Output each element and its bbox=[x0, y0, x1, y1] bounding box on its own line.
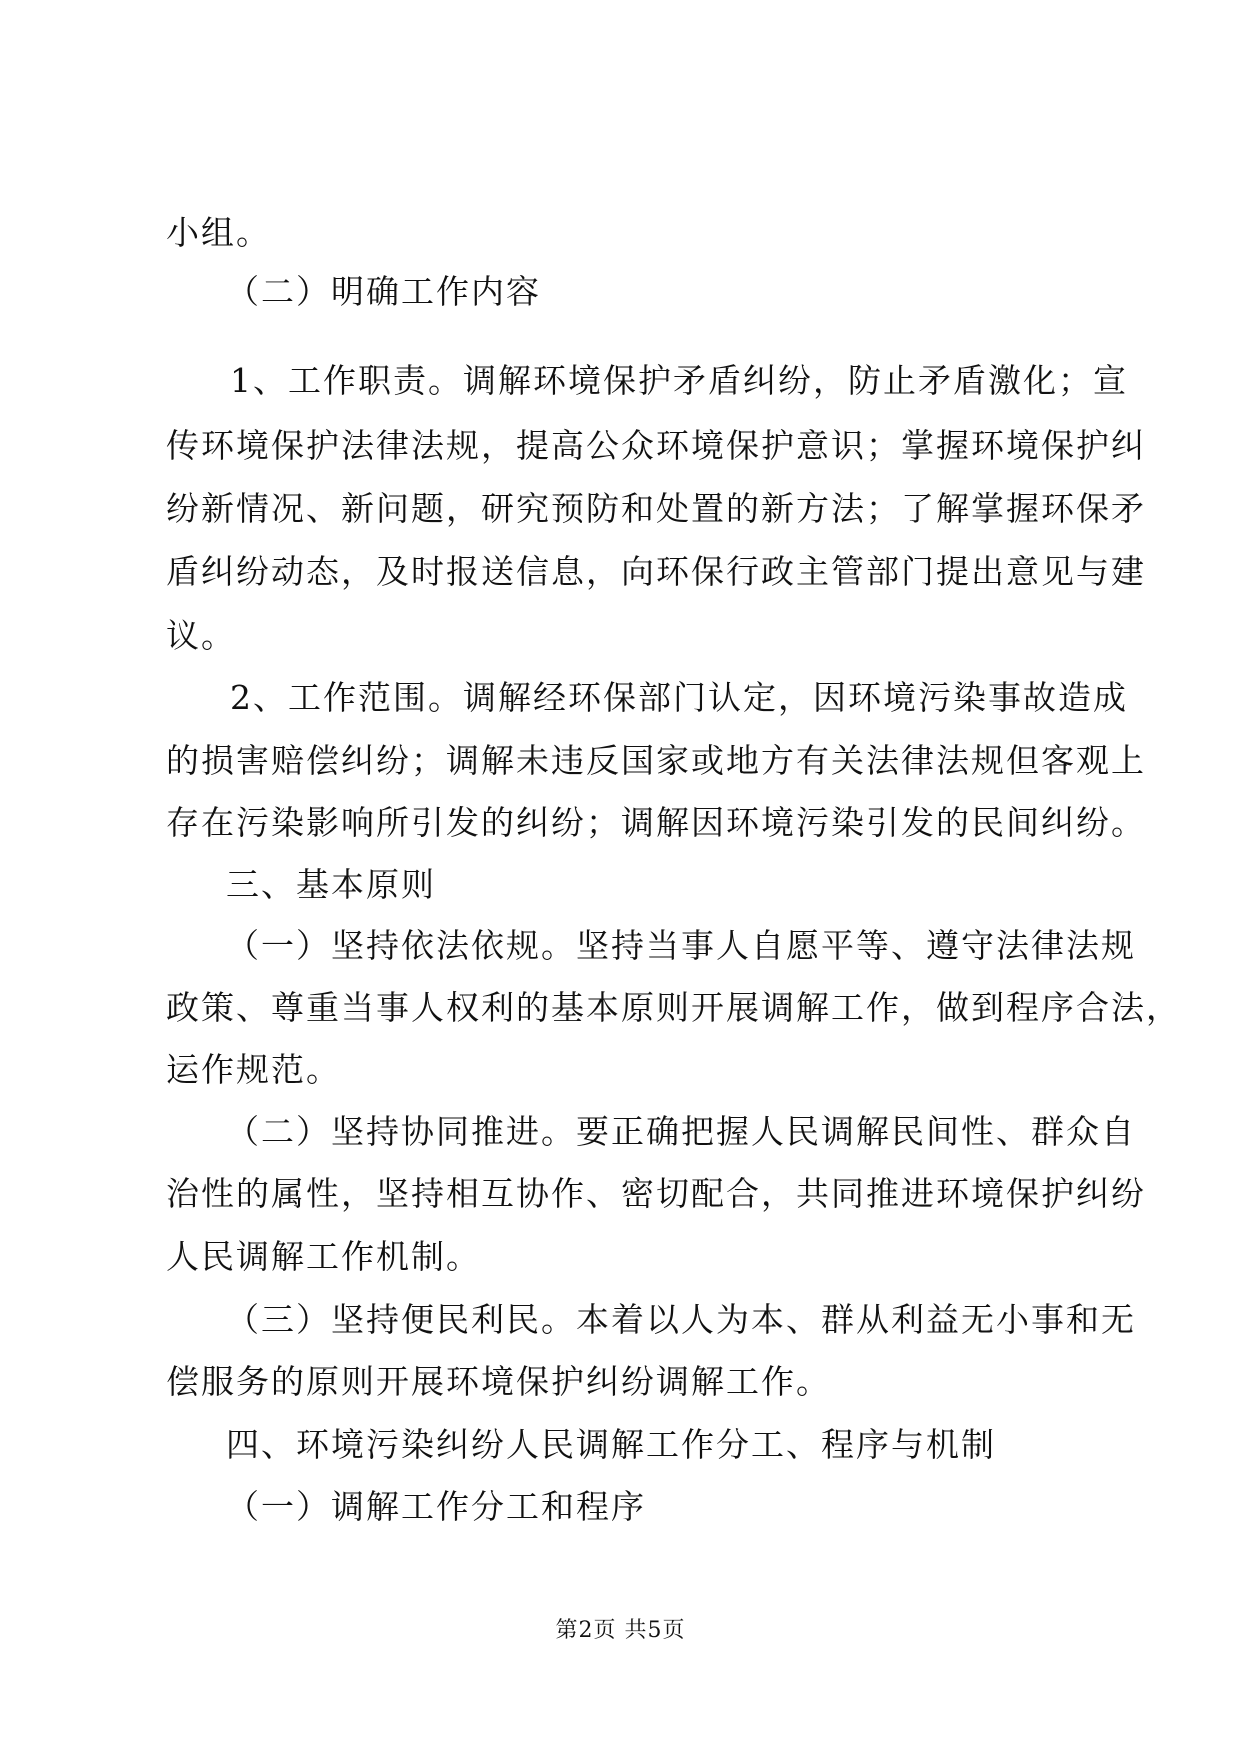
text-line: 议。 bbox=[166, 616, 236, 655]
text-line: 偿服务的原则开展环境保护纠纷调解工作。 bbox=[166, 1362, 831, 1401]
text-line: （二）坚持协同推进。要正确把握人民调解民间性、群众自 bbox=[226, 1112, 1136, 1151]
section-heading: 三、基本原则 bbox=[226, 865, 436, 904]
text-line: 盾纠纷动态，及时报送信息，向环保行政主管部门提出意见与建 bbox=[166, 552, 1146, 591]
text-line: 治性的属性，坚持相互协作、密切配合，共同推进环境保护纠纷 bbox=[166, 1174, 1146, 1213]
text-line: 纷新情况、新问题，研究预防和处置的新方法；了解掌握环保矛 bbox=[166, 489, 1146, 528]
text-line: （一）坚持依法依规。坚持当事人自愿平等、遵守法律法规 bbox=[226, 926, 1136, 965]
text-line: 传环境保护法律法规，提高公众环境保护意识；掌握环境保护纠 bbox=[166, 426, 1146, 465]
section-heading: 四、环境污染纠纷人民调解工作分工、程序与机制 bbox=[226, 1425, 996, 1464]
text-line: 2、工作范围。调解经环保部门认定，因环境污染事故造成 bbox=[230, 678, 1128, 717]
text-line: 的损害赔偿纠纷；调解未违反国家或地方有关法律法规但客观上 bbox=[166, 741, 1146, 780]
section-heading: （一）调解工作分工和程序 bbox=[226, 1487, 646, 1526]
section-heading: （二）明确工作内容 bbox=[226, 272, 541, 311]
text-line: 1、工作职责。调解环境保护矛盾纠纷，防止矛盾激化；宣 bbox=[230, 361, 1128, 400]
text-line: 小组。 bbox=[166, 213, 271, 252]
text-line: 存在污染影响所引发的纠纷；调解因环境污染引发的民间纠纷。 bbox=[166, 803, 1146, 842]
text-line: 运作规范。 bbox=[166, 1050, 341, 1089]
text-line: 人民调解工作机制。 bbox=[166, 1237, 481, 1276]
page-number: 第2页 共5页 bbox=[555, 1618, 686, 1643]
text-line: （三）坚持便民利民。本着以人为本、群从利益无小事和无 bbox=[226, 1300, 1136, 1339]
text-line: 政策、尊重当事人权利的基本原则开展调解工作，做到程序合法， bbox=[166, 988, 1181, 1027]
